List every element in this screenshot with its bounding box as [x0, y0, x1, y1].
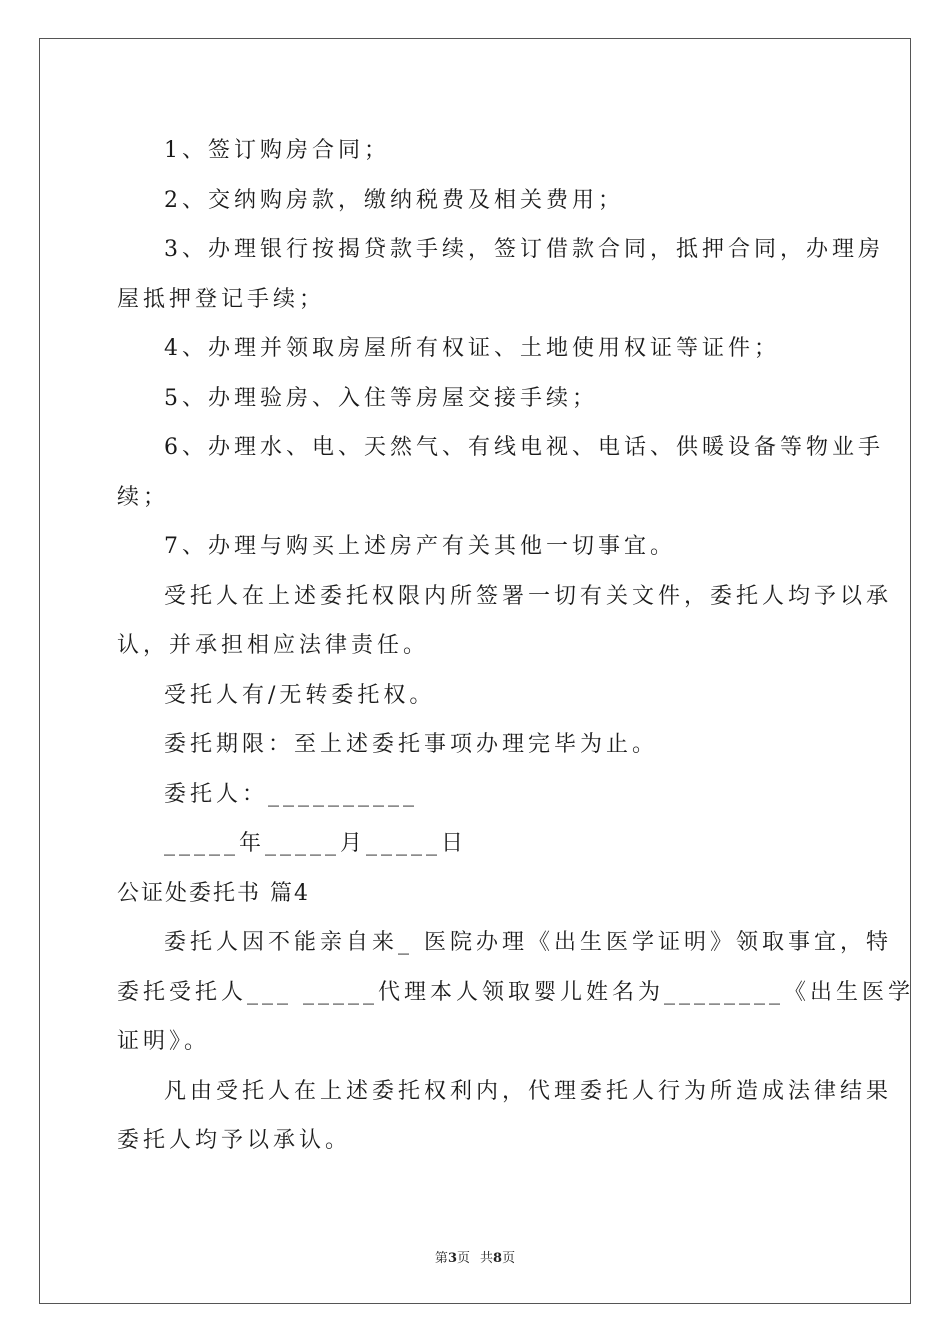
clause-4: 4、办理并领取房屋所有权证、土地使用权证等证件；: [164, 336, 780, 361]
term-line: 委托期限：至上述委托事项办理完毕为止。: [164, 732, 659, 757]
date-line: _____年_____月_____日: [164, 831, 468, 856]
page-footer: [0, 1247, 950, 1266]
document-body: [117, 126, 914, 1166]
clause-6-continued: 续；: [117, 484, 170, 510]
page-total: 8: [493, 1251, 503, 1266]
clause-6: 6、办理水、电、天然气、有线电视、电话、供暖设备等物业手: [164, 435, 884, 460]
sub-delegation-line: 受托人有/无转委托权。: [164, 682, 436, 708]
clause-2: 2、交纳购房款，缴纳税费及相关费用；: [164, 187, 624, 213]
clause-3: 3、办理银行按揭贷款手续，签订借款合同，抵押合同，办理房: [164, 237, 884, 262]
authority-paragraph: 受托人在上述委托权限内所签署一切有关文件，委托人均予以承: [164, 583, 893, 609]
section4-paragraph-1-line-2: 委托受托人___ _____代理本人领取婴儿姓名为________《出生医学: [117, 979, 914, 1005]
section4-paragraph-1-line-3: 证明》。: [117, 1029, 211, 1054]
clause-5: 5、办理验房、入住等房屋交接手续；: [164, 385, 598, 411]
section4-paragraph-1: 委托人因不能亲自来_ 医院办理《出生医学证明》领取事宜，特: [164, 930, 892, 955]
clause-7: 7、办理与购买上述房产有关其他一切事宜。: [164, 534, 676, 559]
authority-paragraph-continued: 认，并承担相应法律责任。: [117, 633, 430, 658]
principal-signature-line: 委托人：__________: [164, 781, 419, 807]
section4-paragraph-2-line-2: 委托人均予以承认。: [117, 1128, 352, 1153]
page-current: 3: [447, 1251, 457, 1266]
section-heading: 公证处委托书 篇4: [117, 880, 310, 906]
total-prefix: 共: [480, 1251, 494, 1266]
clause-3-continued: 屋抵押登记手续；: [117, 286, 326, 312]
section4-paragraph-2: 凡由受托人在上述委托权利内，代理委托人行为所造成法律结果: [164, 1078, 893, 1104]
clause-1: 1、签订购房合同；: [164, 138, 390, 163]
page-prefix: 第: [434, 1251, 448, 1266]
page-suffix: 页: [456, 1251, 470, 1266]
total-suffix: 页: [502, 1251, 516, 1266]
